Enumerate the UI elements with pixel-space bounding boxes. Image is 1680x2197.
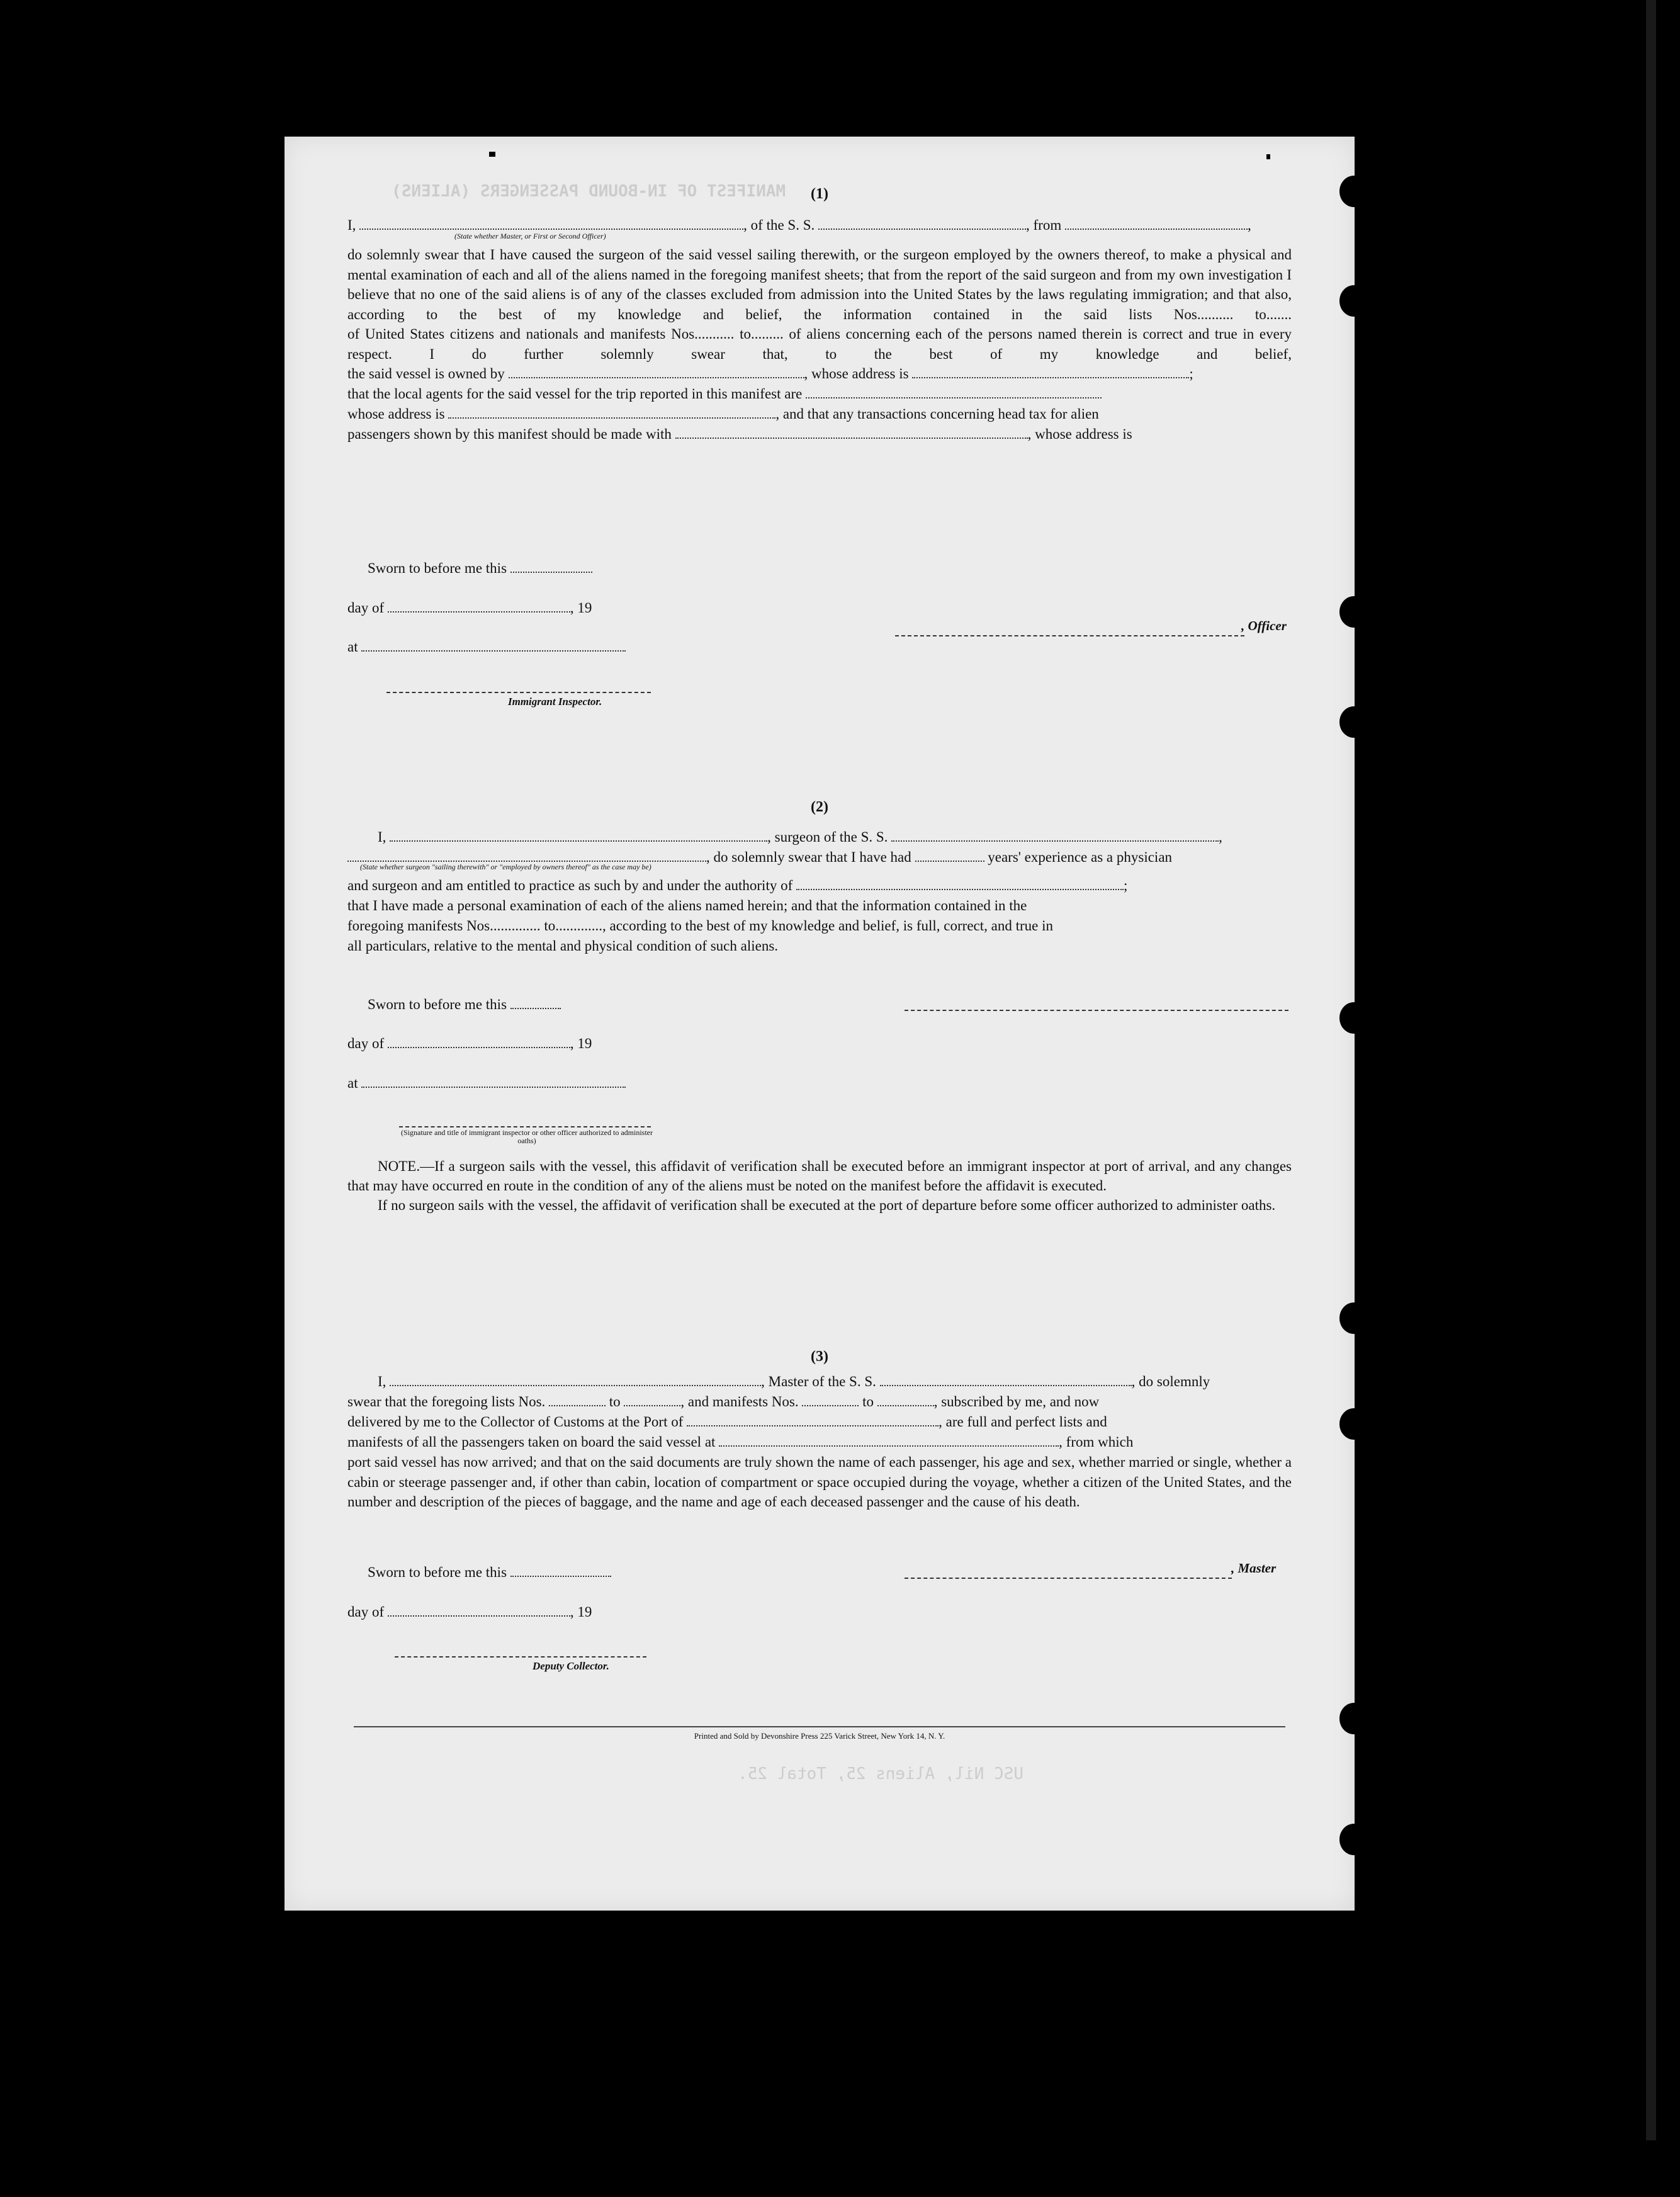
punch-hole xyxy=(1339,1002,1368,1034)
surgeon-line-6: all particulars, relative to the mental and physical condition of such aliens. xyxy=(347,938,779,954)
scan-mark xyxy=(1266,154,1270,159)
affidavit-master-lists xyxy=(347,1348,1292,1512)
note-paragraph-1: NOTE.—If a surgeon sails with the vessel, this affidavit of verification shall be executed before an immigrant inspector at port of arrival, and any changes that may have occurred en route in the condition of any of the aliens must be noted on the manifest before the affidavit is executed. xyxy=(347,1158,1292,1194)
printer-imprint: Printed and Sold by Devonshire Press 225 Varick Street, New York 14, N. Y. xyxy=(694,1731,945,1741)
owner-address-blank xyxy=(912,366,1189,378)
footer-rule xyxy=(354,1726,1285,1727)
sworn-line-3: Sworn to before me this xyxy=(368,1562,611,1583)
master-signature-line xyxy=(905,1576,1232,1579)
document-page xyxy=(285,137,1355,1911)
master-label: , Master xyxy=(1231,1561,1277,1576)
port-from-blank xyxy=(1065,217,1248,230)
agents-blank xyxy=(806,386,1102,398)
owner-blank xyxy=(509,366,804,378)
at-line-1: at xyxy=(347,637,626,657)
bleed-through-footer: USC Nil, Aliens 25, Total 25. xyxy=(738,1765,1023,1783)
deputy-collector-label: Deputy Collector. xyxy=(533,1660,609,1672)
affidavit-surgeon xyxy=(347,799,1292,956)
punch-hole xyxy=(1339,706,1368,738)
section-1-opening-line: I, , of the S. S. , from , xyxy=(347,217,1251,233)
day-of-line-2: day of , 19 xyxy=(347,1036,592,1051)
surgeon-signature-line xyxy=(905,1008,1288,1011)
section-2-heading: (2) xyxy=(811,799,828,815)
officer-signature-line xyxy=(895,634,1244,636)
punch-hole xyxy=(1339,1408,1368,1440)
inspector-signature-line xyxy=(386,691,651,693)
sworn-line-2: Sworn to before me this xyxy=(368,995,561,1015)
master-line-1: I, , Master of the S. S. , do solemnly xyxy=(378,1374,1210,1389)
master-body: port said vessel has now arrived; and that on the said documents are truly shown the name of each passenger, his age and sex, whether married or single, whether a cabin or steerage passenger and, if other than cabin, location of compartment or space occupied during the voyage, whether a citizen of the United States, and the number and description of the pieces of baggage, and the name and age of each deceased passenger and the cause of his death. xyxy=(347,1454,1292,1510)
officer-caption: (State whether Master, or First or Second Officer) xyxy=(454,232,606,240)
note-paragraph-2: If no surgeon sails with the vessel, the affidavit of verification shall be executed at the port of departure before some officer authorized to administer oaths. xyxy=(378,1197,1276,1213)
day-of-line-3: day of , 19 xyxy=(347,1604,592,1620)
punch-hole xyxy=(1339,1302,1368,1334)
section-1-heading: (1) xyxy=(811,186,828,202)
sworn-line-1: Sworn to before me this xyxy=(368,558,592,579)
surgeon-line-4: that I have made a personal examination of each of the aliens named herein; and that the information contained in the xyxy=(347,898,1027,913)
agents-address-blank xyxy=(448,406,775,419)
officer-name-blank xyxy=(359,217,743,230)
affidavit-master xyxy=(347,186,1292,444)
scan-edge-strip xyxy=(1646,0,1656,2140)
section-1-body-2: of United States citizens and nationals and manifests Nos........... to......... of aliens concerning each of the persons named therein is correct and true in every respect. I do further solemnly swear that, to the best of my knowledge and belief, xyxy=(347,326,1292,362)
verification-note xyxy=(347,1156,1292,1215)
surgeon-line-5: foregoing manifests Nos.............. to............., according to the best of my knowledge and belief, is full, correct, and true in xyxy=(347,918,1053,934)
agents-line: that the local agents for the said vessel for the trip reported in this manifest are xyxy=(347,384,1292,404)
officer-label: , Officer xyxy=(1241,618,1287,633)
section-1-body: do solemnly swear that I have caused the surgeon of the said vessel sailing therewith, or the surgeon employed by the owners thereof, to make a physical and mental examination of each and all of the aliens named in the foregoing manifest sheets; that from the report of the said surgeon and from my own investigation I believe that no one of the said aliens is of any of the classes excluded from admission into the United States by the laws regulating immigration; and that also, according to the best of my knowledge and belief, the information contained in the said lists Nos.......... to....... xyxy=(347,247,1292,322)
surgeon-line-2: , do solemnly swear that I have had years' experience as a physician xyxy=(347,847,1292,867)
owned-by-line: the said vessel is owned by , whose address is ; xyxy=(347,366,1193,381)
agents-address-line: whose address is , and that any transactions concerning head tax for alien xyxy=(347,406,1099,422)
surgeon-line-1: I, , surgeon of the S. S. , xyxy=(378,829,1222,845)
punch-hole xyxy=(1339,596,1368,628)
inspector-signature-line-2 xyxy=(399,1125,651,1127)
day-of-line-1: day of , 19 xyxy=(347,600,592,616)
head-tax-blank xyxy=(675,426,1028,439)
surgeon-line-3: and surgeon and am entitled to practice as such by and under the authority of ; xyxy=(347,878,1128,893)
punch-hole xyxy=(1339,1824,1368,1855)
immigrant-inspector-label: Immigrant Inspector. xyxy=(508,696,602,708)
vessel-name-blank xyxy=(818,217,1026,230)
surgeon-caption: (State whether surgeon "sailing therewith" or "employed by owners thereof" as the case may be) xyxy=(360,862,651,871)
collector-signature-line xyxy=(395,1655,646,1658)
at-line-2: at xyxy=(347,1073,626,1093)
bleed-through-header: MANIFEST OF IN-BOUND PASSENGERS (ALIENS) xyxy=(392,182,786,201)
master-line-4: manifests of all the passengers taken on board the said vessel at , from which xyxy=(347,1434,1134,1450)
punch-hole xyxy=(1339,1703,1368,1734)
master-line-3: delivered by me to the Collector of Customs at the Port of , are full and perfect lists and xyxy=(347,1414,1107,1430)
punch-hole xyxy=(1339,176,1368,207)
section-3-heading: (3) xyxy=(811,1348,828,1365)
punch-hole xyxy=(1339,285,1368,317)
head-tax-line: passengers shown by this manifest should be made with , whose address is xyxy=(347,426,1132,442)
master-line-2: swear that the foregoing lists Nos. to , and manifests Nos. to , subscribed by me, and now xyxy=(347,1394,1100,1409)
scan-mark xyxy=(489,152,495,157)
inspector-signature-caption: (Signature and title of immigrant inspector or other officer authorized to administer oaths) xyxy=(401,1128,653,1145)
note-label: NOTE. xyxy=(378,1158,420,1174)
